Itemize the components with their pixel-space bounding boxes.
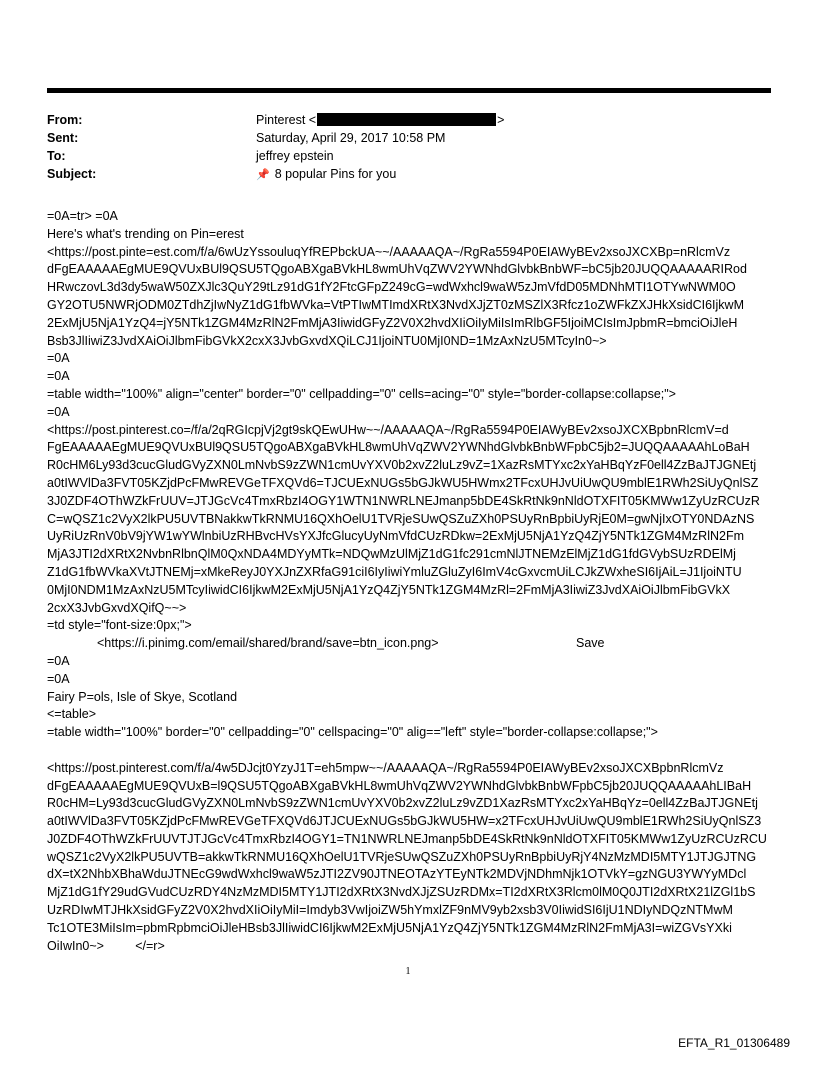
body-line: OiIwIn0~> </=r> bbox=[47, 938, 165, 953]
body-line: =table width="100%" border="0" cellpadding="0" cellspacing="0" alig=="left" style="border-collapse:collapse;"> bbox=[47, 725, 658, 740]
body-link-line: Z1dG1fbWVkaXVtJTNEMj=xMkeReyJ0YXJnZXRfaG91ciI6IyIiwiYmluZGluZyI6ImV4cGxvcmUiLCJkZWxheSI6IjAiL=J1IjoiNTU bbox=[47, 564, 742, 579]
sent-value: Saturday, April 29, 2017 10:58 PM bbox=[256, 131, 446, 145]
body-link-line: MjA3JTI2dXRtX2NvbnRlbnQlM0QxNDA4MDYyMTk=NDQwMzUlMjZ1dG1fc291cmNlJTNEMzElMjZ1dG1fdGVybSUzRDElMj bbox=[47, 547, 736, 562]
body-link-line: <https://post.pinte=est.com/f/a/6wUzYssouluqYfREPbckUA~~/AAAAAQA~/RgRa5594P0EIAWyBEv2xsoJXCXBp=nRlcmVz bbox=[47, 244, 731, 259]
body-line: <=table> bbox=[47, 707, 97, 722]
body-link-line: 2cxX3JvbGxvdXQifQ~~> bbox=[47, 600, 187, 615]
body-link-line: dFgEAAAAAEgMUE9QVUxB=l9QSU5TQgoABXgaBVkHL8wmUhVqZWV2YWNhdGlvbkBnbWFpbC5jb20JUQQAAAAAhLIBaH bbox=[47, 778, 752, 793]
from-label: From: bbox=[47, 113, 83, 127]
body-link-line: Tc1OTE3MiIsIm=pbmRpbmciOiJleHBsb3JlIiwidCI6IjkwM2ExMjU5NjA1YzQ4ZjY5NTk1ZGM4MzRlN2FmMjA3I=wiZGVsYXki bbox=[47, 920, 732, 935]
body-line: =0A bbox=[47, 351, 70, 366]
body-link-line: 2ExMjU5NjA1YzQ4=jY5NTk1ZGM4MzRlN2FmMjA3IiwidGFyZ2V0X2hvdXIiOiIyMiIsImRlbGF5IjoiMCIsImJpbmR=bmciOiJleH bbox=[47, 315, 738, 330]
body-link-line: 3J0ZDF4OThWZkFrUUV=JTJGcVc4TmxRbzI4OGY1WTN1NWRLNEJmanp5bDE4SkRtNk9nNldOTXFIT05KMWw1ZyUzRCUzR bbox=[47, 493, 760, 508]
body-line: =0A bbox=[47, 653, 70, 668]
body-line: =0A bbox=[47, 369, 70, 384]
body-link-line: a0tIWVlDa3FVT05KZjdPcFMwREVGeTFXQVd6JTJCUExNUGs5bGJkWU5HW=x2TFcxUHJvUiUwQU9mblE1RWh2SiUyQnlSZ3 bbox=[47, 814, 762, 829]
body-link-line: <https://post.pinterest.co=/f/a/2qRGIcpjVj2gt9skQEwUHw~~/AAAAAQA~/RgRa5594P0EIAWyBEv2xsoJXCXBpbnRlcmV=d bbox=[47, 422, 729, 437]
subject-label: Subject: bbox=[47, 167, 97, 181]
body-link-line: wQSZ1c2VyX2lkPU5UVTB=akkwTkRNMU16QXhOelU1TVRjeSUwQSZuZXh0PSUyRnBpbiUyRjY4NzMzMDI5MTY1JTJGJTNG bbox=[47, 849, 757, 864]
body-link-line: a0tIWVlDa3FVT05KZjdPcFMwREVGeTFXQVd6=TJCUExNUGs5bGJkWU5HWmx2TFcxUHJvUiUwQU9mblE1RWh2SiUyQnlSZ bbox=[47, 475, 759, 490]
from-close: > bbox=[497, 113, 505, 127]
body-link-line: J0ZDF4OThWZkFrUUVTJTJGcVc4TmxRbzI4OGY1=TN1NWRLNEJmanp5bDE4SkRtNk9nNldOTXFIT05KMWw1ZyUzRCUzRCU bbox=[47, 831, 767, 846]
save-image-row bbox=[47, 635, 775, 653]
from-value bbox=[256, 111, 771, 129]
email-body bbox=[47, 208, 775, 955]
to-value: jeffrey epstein bbox=[256, 149, 334, 163]
blank-line bbox=[47, 742, 775, 760]
body-line: =td style="font-size:0px;"> bbox=[47, 618, 192, 633]
body-link-line: R0cHM6Ly93d3cucGludGVyZXN0LmNvbS9zZWN1cmUvYXV0b2xvZ2luLz9vZ=1XazRsMTYxc2xYaHBqYzF0ell4ZzBaJTJGNEtj bbox=[47, 458, 757, 473]
from-name: Pinterest < bbox=[256, 113, 317, 127]
body-line: =0A=tr> =0A bbox=[47, 209, 118, 223]
body-link-line: Bsb3JlIiwiZ3JvdXAiOiJlbmFibGVkX2cxX3JvbGxvdXQiLCJ1IjoiNTU0MjI0ND=1MzAxNzU5MTcyIn0~> bbox=[47, 333, 607, 348]
body-link-line: R0cHM=Ly93d3cucGludGVyZXN0LmNvbS9zZWN1cmUvYXV0b2xvZ2luLz9vZD1XazRsMTYxc2xYaHBqYz=0ell4ZzBaJTJGNEtj bbox=[47, 796, 758, 811]
pushpin-icon: 📌 bbox=[256, 169, 270, 181]
to-label: To: bbox=[47, 149, 66, 163]
subject-row bbox=[47, 165, 771, 184]
body-line: =table width="100%" align="center" border="0" cellpadding="0" cells=acing="0" style="border-collapse:collapse;"> bbox=[47, 386, 676, 401]
redaction-box bbox=[317, 113, 496, 126]
body-line: =0A bbox=[47, 404, 70, 419]
from-row bbox=[47, 111, 771, 129]
body-link-line: dFgEAAAAAEgMUE9QVUxBUl9QSU5TQgoABXgaBVkHL8wmUhVqZWV2YWNhdGlvbkBnbWF=bC5jb20JUQQAAAAARIRod bbox=[47, 262, 747, 277]
page-number: 1 bbox=[405, 966, 411, 977]
body-link-line: 0MjI0NDM1MzAxNzU5MTcyIiwidCI6IjkwM2ExMjU5NjA1YzQ4ZjY5NTk1ZGM4MzRl=2FmMjA3IiwiZ3JvdXAiOiJlbmFibGVkX bbox=[47, 582, 731, 597]
sent-row bbox=[47, 129, 771, 147]
body-link-line: HRwczovL3d3dy5waW50ZXJlc3QuY29tLz91dG1fY2FtcGFpZ249cG=wdWxhcl9waW5zJmVfdD05MDNhMTI1OTYwNWM0O bbox=[47, 280, 736, 295]
body-link-line: FgEAAAAAEgMUE9QVUxBUl9QSU5TQgoABXgaBVkHL8wmUhVqZWV2YWNhdGlvbkBnbWFpbC5jb2=JUQQAAAAAhLoBaH bbox=[47, 440, 750, 455]
email-header bbox=[47, 111, 771, 184]
bates-number: EFTA_R1_01306489 bbox=[678, 1036, 790, 1050]
body-link-line: GY2OTU5NWRjODM0ZTdhZjIwNyZ1dG1fbWVka=VtPTIwMTImdXRtX3NvdXJjZT0zMSZlX3Rfcz1oZWFkZXJHkXsidCI6IjkwM bbox=[47, 297, 744, 312]
pin-title: Fairy P=ols, Isle of Skye, Scotland bbox=[47, 689, 238, 704]
body-link-line: UyRiUzRnV0bV9jYW1wYWlnbiUzRHBvcHVsYXJfcGlucyUyNmVfdCUzRDkw=2ExMjU5NjA1YzQ4ZjY5NTk1ZGM4MzRlN2Fm bbox=[47, 529, 744, 544]
to-row bbox=[47, 147, 771, 165]
save-image-url: <https://i.pinimg.com/email/shared/brand/save=btn_icon.png> bbox=[97, 636, 439, 651]
body-line: Here's what's trending on Pin=erest bbox=[47, 226, 244, 241]
subject-value-wrap bbox=[256, 165, 771, 184]
body-link-line: MjZ1dG1fY29udGVudCUzRDY4NzMzMDI5MTY1JTI2dXRtX3NvdXJjZSUzRDMx=TI2dXRtX3Rlcm0lM0Q0JTI2dXRtX21lZGl1bS bbox=[47, 885, 756, 900]
body-link-line: UzRDIwMTJHkXsidGFyZ2V0X2hvdXIiOiIyMiI=Imdyb3VwIjoiZW5hYmxlZF9nMV9yb2xsb3V0IiwidSI6IjU1NDIyNDQzNTMwM bbox=[47, 903, 733, 918]
body-link-line: C=wQSZ1c2VyX2lkPU5UVTBNakkwTkRNMU16QXhOelU1TVRjeSUwQSZuZXh0PSUyRnBpbiUyRjE0M=gwNjIxOTY0NDAzNS bbox=[47, 511, 755, 526]
body-link-line: dX=tX2NhbXBhaWduJTNEcG9wdWxhcl9waW5zJTI2ZV90JTNEOTAzYTEyNTk2MDVjNDhmNjk1OTVkY=gzNGU3YWYyMDcl bbox=[47, 867, 747, 882]
body-line: =0A bbox=[47, 671, 70, 686]
body-link-line: <https://post.pinterest.com/f/a/4w5DJcjt0YzyJ1T=eh5mpw~~/AAAAAQA~/RgRa5594P0EIAWyBEv2xsoJXCXBpbnRlcmVz bbox=[47, 760, 724, 775]
sent-label: Sent: bbox=[47, 131, 79, 145]
subject-value: 8 popular Pins for you bbox=[274, 167, 397, 181]
header-rule bbox=[47, 88, 771, 93]
save-text: Save bbox=[576, 636, 605, 651]
